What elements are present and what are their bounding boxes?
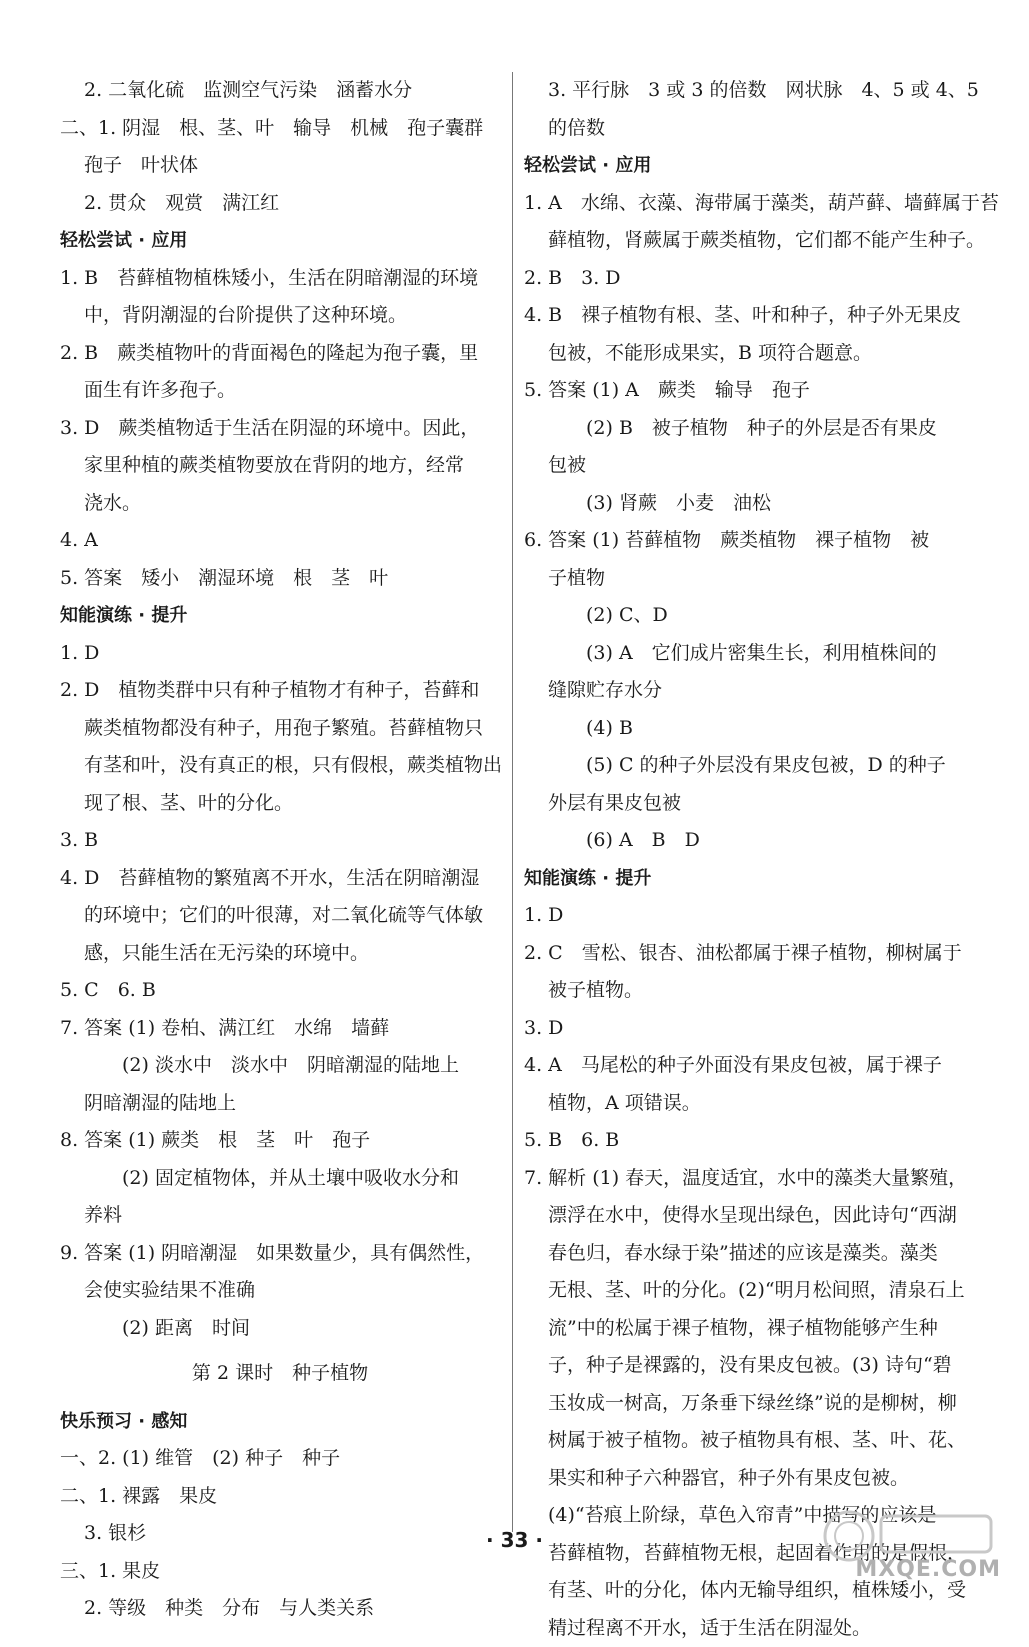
watermark-text: MXQE.COM	[855, 1557, 1001, 1582]
section-heading: 快乐预习 · 感知	[60, 1403, 500, 1441]
answer-line: 4. D 苔藓植物的繁殖离不开水，生活在阴暗潮湿	[60, 860, 500, 898]
answer-line: 苔藓植物，苔藓植物无根，起固着作用的是假根，	[524, 1535, 974, 1573]
answer-line: 5. B 6. B	[524, 1122, 974, 1160]
answer-line: 养料	[60, 1197, 500, 1235]
answer-line: 2. 贯众 观赏 满江红	[60, 185, 500, 223]
answer-line: 6. 答案 (1) 苔藓植物 蕨类植物 裸子植物 被	[524, 522, 974, 560]
answer-line: 无根、茎、叶的分化。(2)“明月松间照，清泉石上	[524, 1272, 974, 1310]
column-divider	[512, 72, 513, 1532]
answer-line: 漂浮在水中，使得水呈现出绿色，因此诗句“西湖	[524, 1197, 974, 1235]
answer-line: (4) B	[524, 710, 974, 748]
answer-line: 包被	[524, 447, 974, 485]
answer-line: (3) A 它们成片密集生长，利用植株间的	[524, 635, 974, 673]
answer-line: (3) 肾蕨 小麦 油松	[524, 485, 974, 523]
answer-line: (4)“苔痕上阶绿，草色入帘青”中描写的应该是	[524, 1497, 974, 1535]
answer-line: 藓植物，肾蕨属于蕨类植物，它们都不能产生种子。	[524, 222, 974, 260]
answer-line: 缝隙贮存水分	[524, 672, 974, 710]
answer-line: 4. A 马尾松的种子外面没有果皮包被，属于裸子	[524, 1047, 974, 1085]
answer-line: 2. B 蕨类植物叶的背面褐色的隆起为孢子囊，里	[60, 335, 500, 373]
left-column	[60, 72, 500, 1628]
answer-line: 阴暗潮湿的陆地上	[60, 1085, 500, 1123]
answer-line: (2) 淡水中 淡水中 阴暗潮湿的陆地上	[60, 1047, 500, 1085]
answer-line: 2. C 雪松、银杏、油松都属于裸子植物，柳树属于	[524, 935, 974, 973]
answer-line: (6) A B D	[524, 822, 974, 860]
answer-line: 子，种子是裸露的，没有果皮包被。(3) 诗句“碧	[524, 1347, 974, 1385]
answer-line: (2) B 被子植物 种子的外层是否有果皮	[524, 410, 974, 448]
answer-line: 3. 银杉	[60, 1515, 500, 1553]
section-heading: 轻松尝试 · 应用	[524, 147, 974, 185]
answer-line: 浇水。	[60, 485, 500, 523]
section-heading: 轻松尝试 · 应用	[60, 222, 500, 260]
answer-line: (2) 固定植物体，并从土壤中吸收水分和	[60, 1160, 500, 1198]
answer-line: 感，只能生活在无污染的环境中。	[60, 935, 500, 973]
answer-line: 1. D	[60, 635, 500, 673]
answer-line: 孢子 叶状体	[60, 147, 500, 185]
answer-line: (2) C、D	[524, 597, 974, 635]
answer-line: 植物，A 项错误。	[524, 1085, 974, 1123]
answer-line: 2. B 3. D	[524, 260, 974, 298]
answer-line: 3. D	[524, 1010, 974, 1048]
answer-line: 5. C 6. B	[60, 972, 500, 1010]
section-heading: 知能演练 · 提升	[524, 860, 974, 898]
answer-line: 家里种植的蕨类植物要放在背阴的地方，经常	[60, 447, 500, 485]
answer-line: 5. 答案 矮小 潮湿环境 根 茎 叶	[60, 560, 500, 598]
answer-line: 5. 答案 (1) A 蕨类 输导 孢子	[524, 372, 974, 410]
answer-line: 蕨类植物都没有种子，用孢子繁殖。苔藓植物只	[60, 710, 500, 748]
answer-line: 流”中的松属于裸子植物，裸子植物能够产生种	[524, 1310, 974, 1348]
answer-line: 现了根、茎、叶的分化。	[60, 785, 500, 823]
answer-line: 会使实验结果不准确	[60, 1272, 500, 1310]
answer-line: 树属于被子植物。被子植物具有根、茎、叶、花、	[524, 1422, 974, 1460]
answer-line: 外层有果皮包被	[524, 785, 974, 823]
answer-line: 面生有许多孢子。	[60, 372, 500, 410]
lesson-title: 第 2 课时 种子植物	[60, 1347, 500, 1403]
answer-line: 包被，不能形成果实，B 项符合题意。	[524, 335, 974, 373]
answer-line: 2. 二氧化硫 监测空气污染 涵蓄水分	[60, 72, 500, 110]
answer-line: 三、1. 果皮	[60, 1553, 500, 1591]
answer-line: 子植物	[524, 560, 974, 598]
answer-line: 被子植物。	[524, 972, 974, 1010]
answer-line: 中，背阴潮湿的台阶提供了这种环境。	[60, 297, 500, 335]
answer-line: (2) 距离 时间	[60, 1310, 500, 1348]
answer-line: 的倍数	[524, 110, 974, 148]
answer-line: 二、1. 裸露 果皮	[60, 1478, 500, 1516]
answer-line: 1. A 水绵、衣藻、海带属于藻类，葫芦藓、墙藓属于苔	[524, 185, 974, 223]
answer-line: 7. 答案 (1) 卷柏、满江红 水绵 墙藓	[60, 1010, 500, 1048]
answer-line: 果实和种子六种器官，种子外有果皮包被。	[524, 1460, 974, 1498]
answer-line: 的环境中；它们的叶很薄，对二氧化硫等气体敏	[60, 897, 500, 935]
page-number: · 33 ·	[0, 1528, 1029, 1552]
answer-line: 1. B 苔藓植物植株矮小，生活在阴暗潮湿的环境	[60, 260, 500, 298]
answer-line: 2. 等级 种类 分布 与人类关系	[60, 1590, 500, 1628]
answer-line: 春色归，春水绿于染”描述的应该是藻类。藻类	[524, 1235, 974, 1273]
answer-line: 2. D 植物类群中只有种子植物才有种子，苔藓和	[60, 672, 500, 710]
answer-line: 玉妆成一树高，万条垂下绿丝绦”说的是柳树，柳	[524, 1385, 974, 1423]
answer-line: (5) C 的种子外层没有果皮包被，D 的种子	[524, 747, 974, 785]
answer-line: 3. D 蕨类植物适于生活在阴湿的环境中。因此，	[60, 410, 500, 448]
answer-line: 3. 平行脉 3 或 3 的倍数 网状脉 4、5 或 4、5	[524, 72, 974, 110]
answer-line: 有茎、叶的分化，体内无输导组织，植株矮小，受	[524, 1572, 974, 1610]
answer-line: 8. 答案 (1) 蕨类 根 茎 叶 孢子	[60, 1122, 500, 1160]
section-heading: 知能演练 · 提升	[60, 597, 500, 635]
right-column	[524, 72, 974, 1647]
answer-line: 4. B 裸子植物有根、茎、叶和种子，种子外无果皮	[524, 297, 974, 335]
answer-line: 3. B	[60, 822, 500, 860]
answer-line: 有茎和叶，没有真正的根，只有假根，蕨类植物出	[60, 747, 500, 785]
answer-line: 1. D	[524, 897, 974, 935]
answer-line: 4. A	[60, 522, 500, 560]
answer-line: 9. 答案 (1) 阴暗潮湿 如果数量少，具有偶然性，	[60, 1235, 500, 1273]
answer-line: 二、1. 阴湿 根、茎、叶 输导 机械 孢子囊群	[60, 110, 500, 148]
answer-line: 7. 解析 (1) 春天，温度适宜，水中的藻类大量繁殖，	[524, 1160, 974, 1198]
answer-line: 精过程离不开水，适于生活在阴湿处。	[524, 1610, 974, 1647]
answer-line: 一、2. (1) 维管 (2) 种子 种子	[60, 1440, 500, 1478]
